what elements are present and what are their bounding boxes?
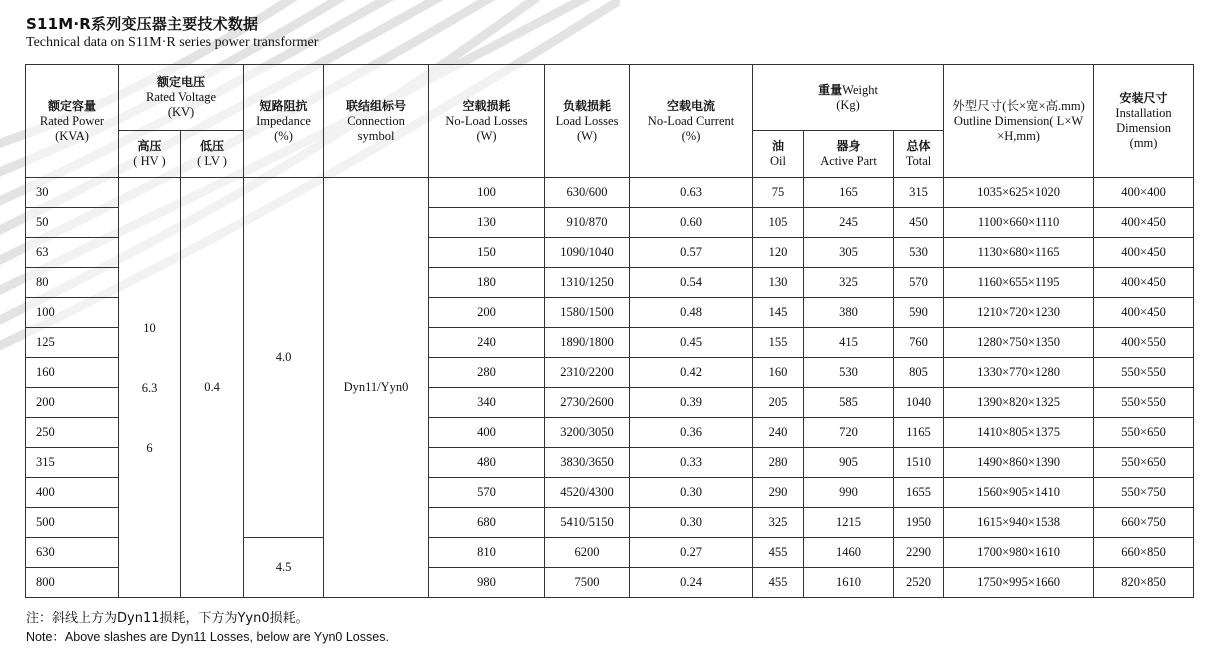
cell-active-part: 380 [804, 298, 894, 328]
cell-rated-power: 500 [26, 508, 119, 538]
header-installation-dimension: 安装尺寸 Installation Dimension (mm) [1094, 65, 1194, 178]
cell-outline: 1615×940×1538 [944, 508, 1094, 538]
cell-load-losses: 1310/1250 [545, 268, 630, 298]
cell-no-load-current: 0.54 [630, 268, 753, 298]
cell-rated-power: 200 [26, 388, 119, 418]
cell-no-load-current: 0.36 [630, 418, 753, 448]
cell-no-load-losses: 240 [429, 328, 545, 358]
cell-total: 1165 [894, 418, 944, 448]
cell-outline: 1100×660×1110 [944, 208, 1094, 238]
cell-no-load-current: 0.63 [630, 178, 753, 208]
cell-oil: 130 [753, 268, 804, 298]
cell-installation: 400×450 [1094, 208, 1194, 238]
cell-active-part: 325 [804, 268, 894, 298]
cell-oil: 155 [753, 328, 804, 358]
cell-installation: 550×750 [1094, 478, 1194, 508]
cell-installation: 400×550 [1094, 328, 1194, 358]
cell-no-load-current: 0.57 [630, 238, 753, 268]
footnote-english: Note：Above slashes are Dyn11 Losses, below are Yyn0 Losses. [26, 630, 389, 644]
header-rated-power: 额定容量 Rated Power (KVA) [26, 65, 119, 178]
cell-total: 1040 [894, 388, 944, 418]
cell-load-losses: 7500 [545, 568, 630, 598]
cell-no-load-losses: 980 [429, 568, 545, 598]
cell-rated-power: 250 [26, 418, 119, 448]
hv-value: 10 [143, 320, 156, 335]
cell-total: 2520 [894, 568, 944, 598]
cell-oil: 75 [753, 178, 804, 208]
cell-no-load-losses: 280 [429, 358, 545, 388]
cell-no-load-losses: 180 [429, 268, 545, 298]
cell-load-losses: 910/870 [545, 208, 630, 238]
cell-no-load-current: 0.48 [630, 298, 753, 328]
cell-total: 1510 [894, 448, 944, 478]
header-active-part: 器身 Active Part [804, 131, 894, 178]
cell-installation: 400×400 [1094, 178, 1194, 208]
cell-active-part: 415 [804, 328, 894, 358]
cell-active-part: 1460 [804, 538, 894, 568]
cell-active-part: 1610 [804, 568, 894, 598]
header-no-load-losses: 空载损耗 No-Load Losses (W) [429, 65, 545, 178]
cell-active-part: 1215 [804, 508, 894, 538]
cell-oil: 240 [753, 418, 804, 448]
header-total: 总体 Total [894, 131, 944, 178]
cell-rated-power: 63 [26, 238, 119, 268]
cell-no-load-losses: 570 [429, 478, 545, 508]
cell-active-part: 530 [804, 358, 894, 388]
cell-oil: 455 [753, 538, 804, 568]
cell-no-load-current: 0.45 [630, 328, 753, 358]
cell-load-losses: 1090/1040 [545, 238, 630, 268]
cell-active-part: 720 [804, 418, 894, 448]
cell-total: 530 [894, 238, 944, 268]
cell-load-losses: 4520/4300 [545, 478, 630, 508]
cell-outline: 1280×750×1350 [944, 328, 1094, 358]
header-oil: 油 Oil [753, 131, 804, 178]
cell-total: 450 [894, 208, 944, 238]
cell-rated-power: 125 [26, 328, 119, 358]
cell-load-losses: 630/600 [545, 178, 630, 208]
technical-data-table [25, 64, 1194, 598]
header-no-load-current: 空载电流 No-Load Current (%) [630, 65, 753, 178]
cell-oil: 105 [753, 208, 804, 238]
cell-no-load-losses: 400 [429, 418, 545, 448]
cell-active-part: 305 [804, 238, 894, 268]
cell-outline: 1210×720×1230 [944, 298, 1094, 328]
cell-installation: 400×450 [1094, 268, 1194, 298]
cell-rated-power: 50 [26, 208, 119, 238]
cell-oil: 290 [753, 478, 804, 508]
cell-installation: 550×650 [1094, 418, 1194, 448]
cell-oil: 455 [753, 568, 804, 598]
cell-oil: 280 [753, 448, 804, 478]
title-english: Technical data on S11M·R series power transformer [26, 35, 319, 50]
cell-outline: 1490×860×1390 [944, 448, 1094, 478]
cell-connection-merged: Dyn11/Yyn0 [324, 178, 429, 598]
cell-rated-power: 160 [26, 358, 119, 388]
cell-oil: 205 [753, 388, 804, 418]
footnote-chinese: 注：斜线上方为Dyn11损耗，下方为Yyn0损耗。 [26, 611, 309, 626]
header-weight: 重量Weight (Kg) [753, 65, 944, 131]
cell-outline: 1035×625×1020 [944, 178, 1094, 208]
cell-installation: 400×450 [1094, 238, 1194, 268]
hv-value: 6 [146, 440, 153, 455]
cell-oil: 120 [753, 238, 804, 268]
cell-total: 760 [894, 328, 944, 358]
cell-installation: 550×650 [1094, 448, 1194, 478]
cell-oil: 145 [753, 298, 804, 328]
cell-load-losses: 3200/3050 [545, 418, 630, 448]
cell-installation: 550×550 [1094, 388, 1194, 418]
cell-no-load-losses: 480 [429, 448, 545, 478]
cell-no-load-current: 0.42 [630, 358, 753, 388]
cell-total: 805 [894, 358, 944, 388]
cell-active-part: 990 [804, 478, 894, 508]
cell-load-losses: 1890/1800 [545, 328, 630, 358]
cell-no-load-losses: 680 [429, 508, 545, 538]
cell-active-part: 165 [804, 178, 894, 208]
cell-outline: 1700×980×1610 [944, 538, 1094, 568]
header-lv: 低压 ( LV ) [181, 131, 244, 178]
cell-no-load-current: 0.30 [630, 478, 753, 508]
cell-total: 2290 [894, 538, 944, 568]
cell-rated-power: 100 [26, 298, 119, 328]
cell-total: 570 [894, 268, 944, 298]
cell-no-load-current: 0.39 [630, 388, 753, 418]
cell-no-load-losses: 200 [429, 298, 545, 328]
cell-no-load-current: 0.60 [630, 208, 753, 238]
cell-outline: 1160×655×1195 [944, 268, 1094, 298]
header-rated-voltage: 额定电压 Rated Voltage (KV) [119, 65, 244, 131]
cell-total: 1655 [894, 478, 944, 508]
title-chinese: S11M·R系列变压器主要技术数据 [26, 15, 259, 33]
cell-load-losses: 2310/2200 [545, 358, 630, 388]
cell-total: 315 [894, 178, 944, 208]
cell-load-losses: 6200 [545, 538, 630, 568]
header-hv: 高压 ( HV ) [119, 131, 181, 178]
cell-oil: 325 [753, 508, 804, 538]
cell-load-losses: 5410/5150 [545, 508, 630, 538]
cell-lv-merged: 0.4 [181, 178, 244, 598]
cell-installation: 550×550 [1094, 358, 1194, 388]
cell-no-load-current: 0.24 [630, 568, 753, 598]
cell-outline: 1390×820×1325 [944, 388, 1094, 418]
cell-total: 590 [894, 298, 944, 328]
table-row [26, 178, 1194, 208]
header-impedance: 短路阻抗 Impedance (%) [244, 65, 324, 178]
cell-no-load-losses: 340 [429, 388, 545, 418]
cell-hv-merged [119, 178, 181, 598]
cell-rated-power: 400 [26, 478, 119, 508]
cell-no-load-losses: 810 [429, 538, 545, 568]
cell-outline: 1130×680×1165 [944, 238, 1094, 268]
cell-rated-power: 30 [26, 178, 119, 208]
cell-outline: 1750×995×1660 [944, 568, 1094, 598]
cell-total: 1950 [894, 508, 944, 538]
cell-load-losses: 3830/3650 [545, 448, 630, 478]
cell-no-load-losses: 150 [429, 238, 545, 268]
cell-rated-power: 630 [26, 538, 119, 568]
cell-load-losses: 1580/1500 [545, 298, 630, 328]
cell-installation: 400×450 [1094, 298, 1194, 328]
cell-installation: 660×850 [1094, 538, 1194, 568]
cell-rated-power: 800 [26, 568, 119, 598]
cell-active-part: 905 [804, 448, 894, 478]
cell-no-load-current: 0.33 [630, 448, 753, 478]
header-load-losses: 负载损耗 Load Losses (W) [545, 65, 630, 178]
cell-rated-power: 80 [26, 268, 119, 298]
cell-no-load-current: 0.30 [630, 508, 753, 538]
header-connection: 联结组标号 Connection symbol [324, 65, 429, 178]
cell-installation: 660×750 [1094, 508, 1194, 538]
cell-active-part: 585 [804, 388, 894, 418]
header-outline-dimension: 外型尺寸(长×宽×高.mm) Outline Dimension( L×W ×H,mm) [944, 65, 1094, 178]
cell-load-losses: 2730/2600 [545, 388, 630, 418]
cell-impedance-b: 4.5 [244, 538, 324, 598]
cell-no-load-losses: 100 [429, 178, 545, 208]
cell-impedance-a: 4.0 [244, 178, 324, 538]
cell-outline: 1410×805×1375 [944, 418, 1094, 448]
cell-rated-power: 315 [26, 448, 119, 478]
cell-outline: 1330×770×1280 [944, 358, 1094, 388]
cell-oil: 160 [753, 358, 804, 388]
cell-installation: 820×850 [1094, 568, 1194, 598]
cell-active-part: 245 [804, 208, 894, 238]
cell-outline: 1560×905×1410 [944, 478, 1094, 508]
hv-value: 6.3 [141, 380, 158, 395]
cell-no-load-losses: 130 [429, 208, 545, 238]
cell-no-load-current: 0.27 [630, 538, 753, 568]
